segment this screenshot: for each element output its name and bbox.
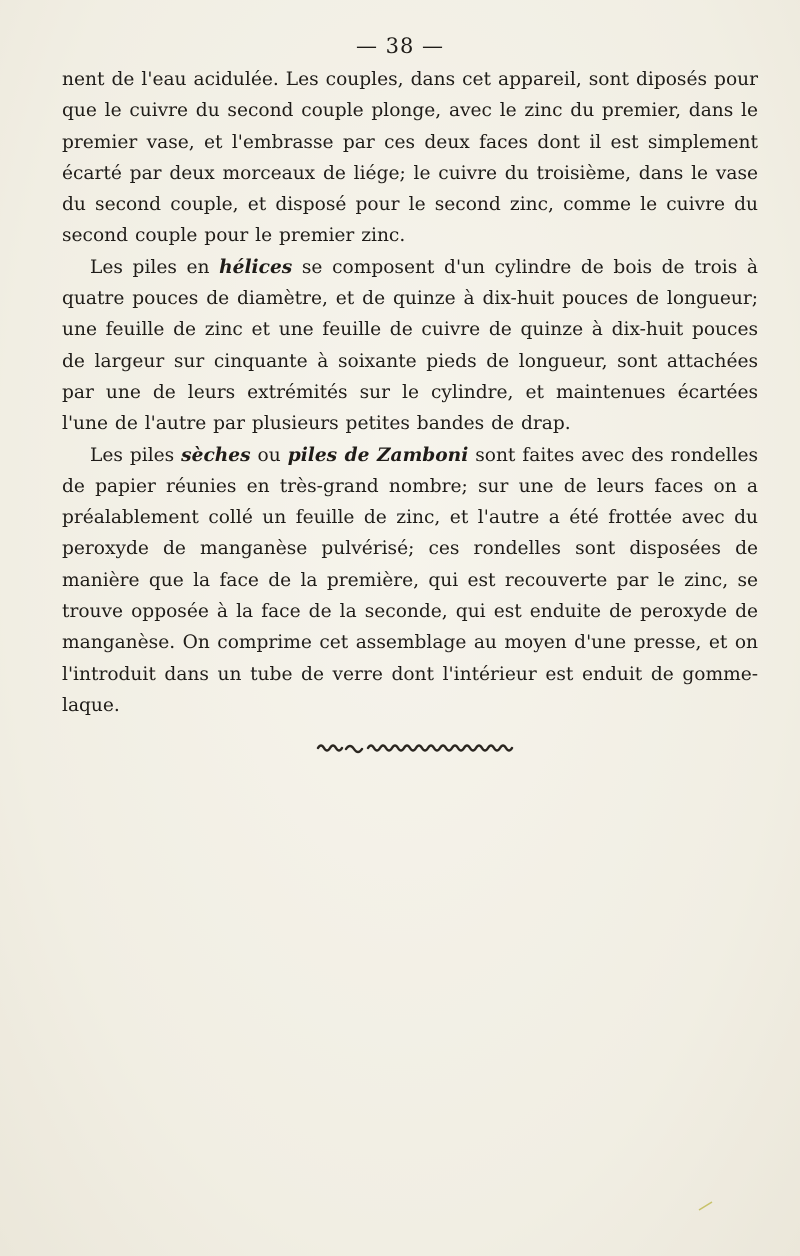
text-run: se composent d'un cylindre de bois de trois à quatre pouces de diamètre, et de quinze à dix-huit pouces de longueur; une feuille de zinc et une feuille de cuivre de quinze à dix-huit pouces de largeur sur cinquante à soixante pieds de longueur, sont attachées par une de leurs extrémités sur le cylindre, et maintenues écartées l'une de l'autre par plusieurs petites bandes de drap. <box>62 256 758 435</box>
paragraph <box>62 64 758 252</box>
text-run: nent de l'eau acidulée. Les couples, dans cet appareil, sont diposés pour que le cuivre du second couple plonge, avec le zinc du premier, dans le premier vase, et l'embrasse par ces deux faces dont il est simplement écarté par deux morceaux de liége; le cuivre du troisième, dans le vase du second couple, et disposé pour le second zinc, comme le cuivre du second couple pour le premier zinc. <box>62 69 758 247</box>
text-run: Les piles en <box>90 256 220 278</box>
text-run: Les piles <box>90 444 182 466</box>
paragraph <box>62 252 758 440</box>
ornament-rule <box>316 740 522 756</box>
text-run: sont faites avec des rondelles de papier réunies en très-grand nombre; sur une de leurs faces on a préalablement collé un feuille de zinc, et l'autre a été frottée avec du peroxyde de manganèse pulvérisé; ces rondelles sont disposées de manière que la face de la première, qui est recouverte par le zinc, se trouve opposée à la face de la seconde, qui est enduite de peroxyde de manganèse. On comprime cet assemblage au moyen d'une presse, et on l'introduit dans un tube de verre dont l'intérieur est enduit de gomme-laque. <box>62 444 759 716</box>
italic-text: piles de Zamboni <box>287 444 469 466</box>
body-text <box>62 64 758 721</box>
text-run: ou <box>250 444 288 466</box>
paragraph <box>62 440 758 722</box>
page-number: — 38 — <box>355 34 445 58</box>
italic-text: hélices <box>219 256 293 278</box>
paper-mark <box>696 1200 716 1212</box>
italic-text: sèches <box>181 444 251 466</box>
